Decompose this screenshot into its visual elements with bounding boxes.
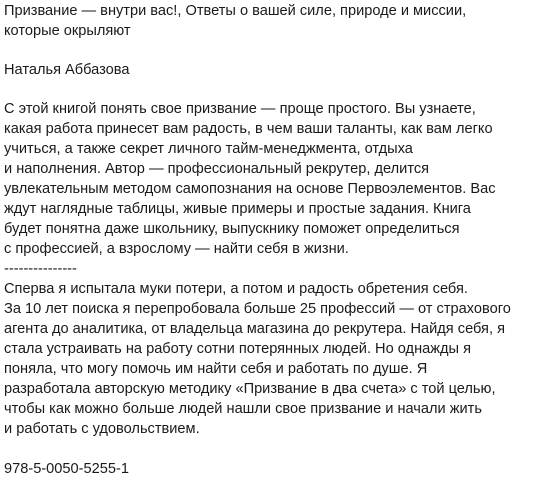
description-line: с профессией, а взрослому — найти себя в жизни. [4, 241, 349, 257]
book-title-line: Призвание — внутри вас!, Ответы о вашей силе, природе и миссии, [4, 3, 467, 19]
description-line: разработала авторскую методику «Призвание в два счета» с той целью, [4, 381, 496, 397]
book-isbn [4, 459, 544, 479]
description-line: поняла, что могу помочь им найти себя и работать по душе. Я [4, 361, 428, 377]
description-line: Сперва я испытала муки потери, а потом и радость обретения себя. [4, 281, 468, 297]
description-line: За 10 лет поиска я перепробовала больше 25 профессий — от страхового [4, 301, 511, 317]
section-divider: --------------- [4, 261, 77, 277]
description-line: и работать с удовольствием. [4, 421, 200, 437]
book-title [4, 1, 544, 41]
description-line: и наполнения. Автор — профессиональный рекрутер, делится [4, 161, 430, 177]
description-line: ждут наглядные таблицы, живые примеры и простые задания. Книга [4, 201, 471, 217]
book-title-line: которые окрыляют [4, 23, 131, 39]
isbn-value: 978-5-0050-5255-1 [4, 461, 129, 477]
description-line: стала устраивать на работу сотни потерянных людей. Но однажды я [4, 341, 471, 357]
book-author [4, 60, 544, 80]
description-line: будет понятна даже школьнику, выпускнику поможет определиться [4, 221, 460, 237]
description-line: какая работа принесет вам радость, в чем ваши таланты, как вам легко [4, 121, 493, 137]
description-line: агента до аналитика, от владельца магазина до рекрутера. Найдя себя, я [4, 321, 505, 337]
description-line: увлекательным методом самопознания на основе Первоэлементов. Вас [4, 181, 496, 197]
book-description-page [4, 0, 544, 479]
description-line: чтобы как можно больше людей нашли свое призвание и начали жить [4, 401, 482, 417]
description-line: учиться, а также секрет личного тайм-менеджмента, отдыха [4, 141, 413, 157]
description-line: С этой книгой понять свое призвание — проще простого. Вы узнаете, [4, 101, 476, 117]
author-name: Наталья Аббазова [4, 62, 130, 78]
book-description [4, 99, 544, 439]
